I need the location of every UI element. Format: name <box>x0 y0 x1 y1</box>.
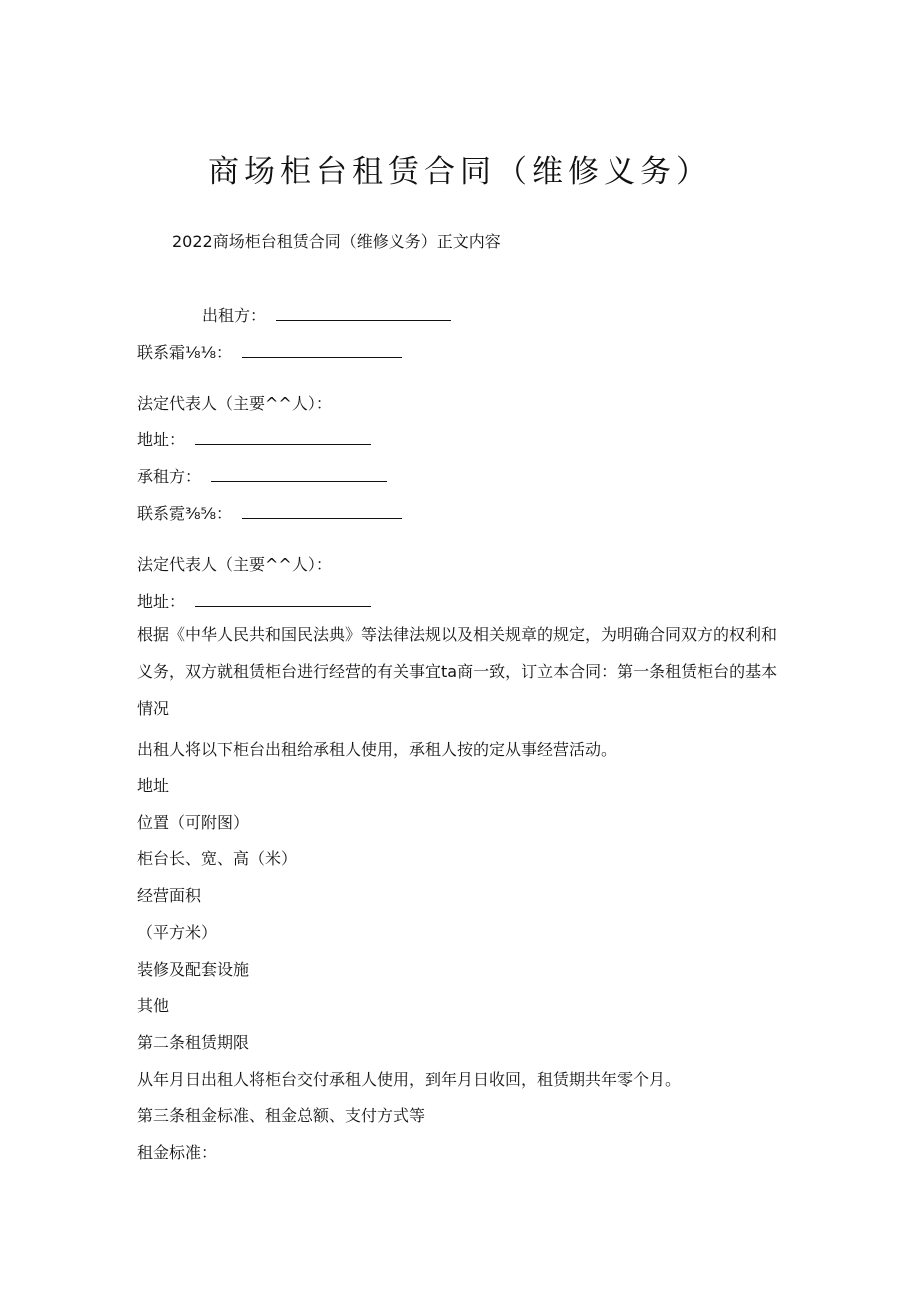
lessee-rep-field <box>137 552 332 575</box>
lessee-blank <box>211 466 387 482</box>
lessee-field <box>137 464 387 487</box>
lessor-rep-field <box>137 391 332 414</box>
lessee-address-blank <box>195 591 371 607</box>
document-subtitle: 2022商场柜台租赁合同（维修义务）正文内容 <box>172 232 501 251</box>
lessor-address-field <box>137 427 371 450</box>
lessee-rep-label: 法定代表人（主要^^人）： <box>137 555 332 574</box>
lessor-rep-label: 法定代表人（主要^^人）： <box>137 394 332 413</box>
lessor-address-blank <box>195 429 371 445</box>
text-line: 装修及配套设施 <box>137 960 250 979</box>
lessor-phone-field <box>137 340 402 363</box>
lessor-blank <box>276 305 451 321</box>
section-heading: 第三条租金标准、租金总额、支付方式等 <box>137 1106 426 1125</box>
text-line: 从年月日出租人将柜台交付承租人使用，到年月日收回，租赁期共年零个月。 <box>137 1070 682 1089</box>
lessor-address-label: 地址： <box>137 430 186 449</box>
text-line: 位置（可附图） <box>137 813 250 832</box>
text-line: 出租人将以下柜台出租给承租人使用，承租人按的定从事经营活动。 <box>137 740 618 759</box>
lessee-phone-label: 联系霓⅜⅝： <box>137 504 233 523</box>
text-line: （平方米） <box>137 923 218 942</box>
lessee-label: 承租方： <box>137 467 202 486</box>
lessee-address-label: 地址： <box>137 592 186 611</box>
lessor-field <box>202 303 451 326</box>
text-line: 柜台长、宽、高（米） <box>137 849 298 868</box>
lessor-phone-label: 联系霜⅛⅛： <box>137 343 233 362</box>
lessee-phone-blank <box>242 503 402 519</box>
intro-paragraph: 根据《中华人民共和国民法典》等法律法规以及相关规章的规定，为明确合同双方的权利和义务，双方就租赁柜台进行经营的有关事宜ta商一致，订立本合同：第一条租赁柜台的基本情况 <box>137 625 778 718</box>
lessor-phone-blank <box>242 342 402 358</box>
text-line: 租金标准： <box>137 1143 218 1162</box>
lessor-label: 出租方： <box>202 306 267 325</box>
lessee-address-field <box>137 589 371 612</box>
section-heading: 第二条租赁期限 <box>137 1033 250 1052</box>
text-line: 其他 <box>137 996 170 1015</box>
lessee-phone-field <box>137 501 402 524</box>
text-line: 地址 <box>137 776 170 795</box>
text-line: 经营面积 <box>137 886 202 905</box>
document-title: 商场柜台租赁合同（维修义务） <box>208 154 712 190</box>
